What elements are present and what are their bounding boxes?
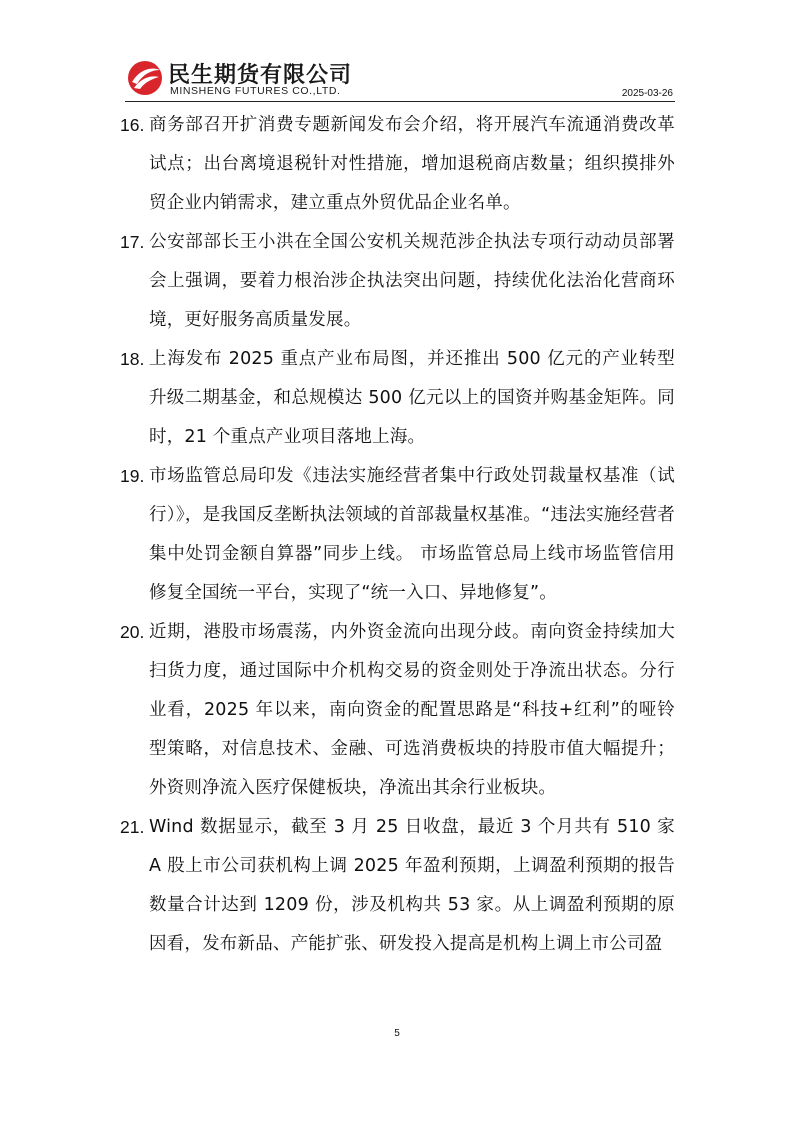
company-name-cn: 民生期货有限公司	[168, 63, 353, 88]
item-text: 近期，港股市场震荡，内外资金流向出现分歧。南向资金持续加大扫货力度，通过国际中介机构交易的资金则处于净流出状态。分行业看，2025 年以来，南向资金的配置思路是“科技+红利”的哑铃型策略，对信息技术、金融、可选消费板块的持股市值大幅提升；外资则净流入医疗保健板块，净流出其余行业板块。	[149, 622, 675, 798]
list-item	[120, 808, 675, 964]
page-number: 5	[394, 1028, 400, 1039]
item-number: 19.	[120, 466, 145, 486]
item-text: 上海发布 2025 重点产业布局图，并还推出 500 亿元的产业转型升级二期基金，和总规模达 500 亿元以上的国资并购基金矩阵。同时，21 个重点产业项目落地上海。	[149, 349, 675, 447]
header-divider	[125, 101, 675, 102]
page-header	[125, 52, 675, 104]
item-number: 17.	[120, 232, 145, 252]
item-text: 市场监管总局印发《违法实施经营者集中行政处罚裁量权基准（试行）》，是我国反垄断执法领域的首部裁量权基准。“违法实施经营者集中处罚金额自算器”同步上线。 市场监管总局上线市场监管信用修复全国统一平台，实现了“统一入口、异地修复”。	[149, 466, 675, 603]
minsheng-logo-icon	[125, 58, 165, 98]
list-item	[120, 223, 675, 340]
list-item	[120, 340, 675, 457]
item-text: Wind 数据显示，截至 3 月 25 日收盘，最近 3 个月共有 510 家 A 股上市公司获机构上调 2025 年盈利预期，上调盈利预期的报告数量合计达到 1209 份，涉及机构共 53 家。从上调盈利预期的原因看，发布新品、产能扩张、研发投入提高是机构上调上市公司盈	[149, 817, 675, 954]
report-date: 2025-03-26	[621, 88, 673, 99]
list-item	[120, 457, 675, 613]
news-list	[120, 106, 675, 964]
item-number: 16.	[120, 115, 145, 135]
list-item	[120, 106, 675, 223]
item-number: 21.	[120, 817, 145, 837]
item-number: 18.	[120, 349, 145, 369]
item-text: 商务部召开扩消费专题新闻发布会介绍，将开展汽车流通消费改革试点；出台离境退税针对性措施，增加退税商店数量；组织摸排外贸企业内销需求，建立重点外贸优品企业名单。	[149, 115, 675, 213]
list-item	[120, 613, 675, 808]
item-text: 公安部部长王小洪在全国公安机关规范涉企执法专项行动动员部署会上强调，要着力根治涉企执法突出问题，持续优化法治化营商环境，更好服务高质量发展。	[149, 232, 675, 330]
item-number: 20.	[120, 622, 145, 642]
company-name-en: MINSHENG FUTURES CO.,LTD.	[170, 85, 341, 97]
